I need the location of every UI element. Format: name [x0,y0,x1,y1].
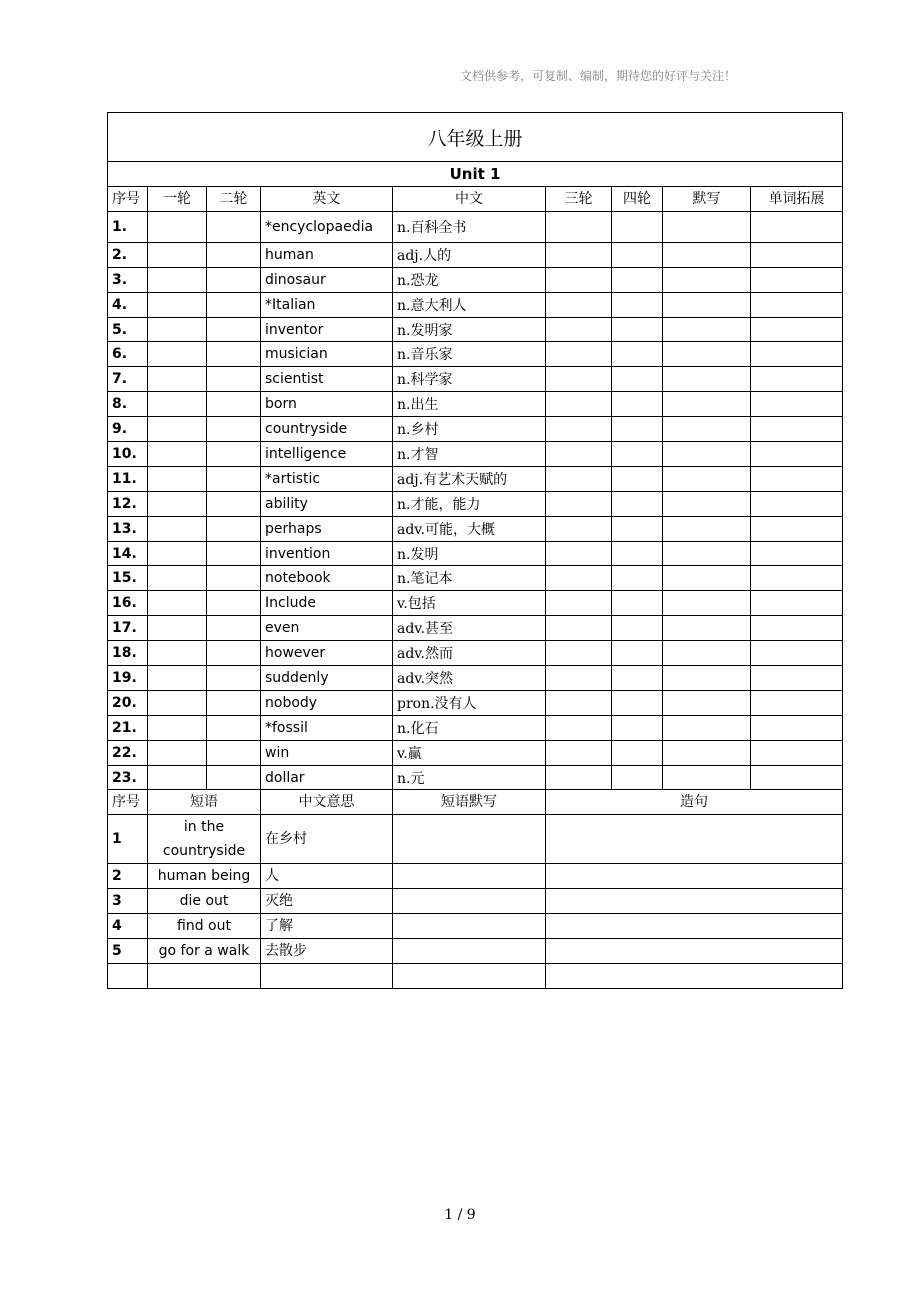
dictation-cell[interactable] [663,591,751,616]
round4-cell[interactable] [612,292,663,317]
vocab-row [108,765,843,790]
round2-cell[interactable] [207,516,261,541]
round4-cell[interactable] [612,690,663,715]
dictation-cell[interactable] [663,267,751,292]
round1-cell[interactable] [148,616,207,641]
vocab-row [108,317,843,342]
col-header-round1: 一轮 [148,186,207,211]
round2-cell[interactable] [207,292,261,317]
vocab-num: 9. [108,417,148,442]
round2-cell[interactable] [207,690,261,715]
unit-title: Unit 1 [108,162,843,187]
extension-cell[interactable] [751,466,843,491]
col-header-round2: 二轮 [207,186,261,211]
extension-cell[interactable] [751,317,843,342]
round1-cell[interactable] [148,765,207,790]
empty-cell[interactable] [261,964,393,989]
dictation-cell[interactable] [663,442,751,467]
phrase-num: 2 [108,864,148,889]
vocab-header-row [108,186,843,211]
extension-cell[interactable] [751,541,843,566]
dictation-cell[interactable] [663,466,751,491]
dictation-cell[interactable] [663,491,751,516]
round3-cell[interactable] [546,267,612,292]
dictation-cell[interactable] [663,566,751,591]
vocab-num: 14. [108,541,148,566]
vocab-chinese: n.发明家 [393,317,546,342]
extension-cell[interactable] [751,516,843,541]
extension-cell[interactable] [751,666,843,691]
phrase-col-header-seq: 序号 [108,790,148,815]
phrase-row [108,939,843,964]
page-number: 1 / 9 [444,1207,476,1223]
round2-cell[interactable] [207,442,261,467]
phrase-text: find out [148,914,261,939]
vocab-english: intelligence [261,442,393,467]
phrase-row [108,815,843,864]
vocab-chinese: adv.甚至 [393,616,546,641]
vocab-num: 6. [108,342,148,367]
round2-cell[interactable] [207,566,261,591]
vocab-english: perhaps [261,516,393,541]
phrase-sentence-cell[interactable] [546,815,843,864]
vocab-row [108,417,843,442]
vocab-num: 22. [108,740,148,765]
round1-cell[interactable] [148,417,207,442]
vocab-num: 21. [108,715,148,740]
round1-cell[interactable] [148,690,207,715]
vocab-row [108,211,843,242]
round1-cell[interactable] [148,466,207,491]
round3-cell[interactable] [546,591,612,616]
vocab-english: nobody [261,690,393,715]
round2-cell[interactable] [207,740,261,765]
vocab-row [108,715,843,740]
extension-cell[interactable] [751,566,843,591]
round3-cell[interactable] [546,211,612,242]
round1-cell[interactable] [148,367,207,392]
vocab-num: 4. [108,292,148,317]
round1-cell[interactable] [148,442,207,467]
round4-cell[interactable] [612,541,663,566]
phrase-dictation-cell[interactable] [393,889,546,914]
vocab-chinese: n.才能，能力 [393,491,546,516]
round1-cell[interactable] [148,541,207,566]
dictation-cell[interactable] [663,641,751,666]
vocab-row [108,292,843,317]
round4-cell[interactable] [612,442,663,467]
vocab-num: 15. [108,566,148,591]
extension-cell[interactable] [751,242,843,267]
phrase-row [108,864,843,889]
round2-cell[interactable] [207,641,261,666]
phrase-col-header-meaning: 中文意思 [261,790,393,815]
vocab-chinese: n.化石 [393,715,546,740]
vocab-chinese: n.出生 [393,392,546,417]
vocab-row [108,641,843,666]
extension-cell[interactable] [751,267,843,292]
round4-cell[interactable] [612,392,663,417]
dictation-cell[interactable] [663,317,751,342]
round4-cell[interactable] [612,317,663,342]
phrase-text: go for a walk [148,939,261,964]
round2-cell[interactable] [207,367,261,392]
empty-cell[interactable] [546,964,843,989]
extension-cell[interactable] [751,715,843,740]
vocab-english: musician [261,342,393,367]
vocab-chinese: v.包括 [393,591,546,616]
phrase-num: 1 [108,815,148,864]
vocab-row [108,690,843,715]
vocab-num: 7. [108,367,148,392]
extension-cell[interactable] [751,616,843,641]
phrase-text: in the countryside [148,815,261,864]
round3-cell[interactable] [546,541,612,566]
round2-cell[interactable] [207,417,261,442]
vocab-chinese: pron.没有人 [393,690,546,715]
vocab-chinese: adv.突然 [393,666,546,691]
round4-cell[interactable] [612,715,663,740]
round2-cell[interactable] [207,392,261,417]
round4-cell[interactable] [612,367,663,392]
vocab-chinese: n.科学家 [393,367,546,392]
extension-cell[interactable] [751,292,843,317]
phrase-sentence-cell[interactable] [546,889,843,914]
dictation-cell[interactable] [663,392,751,417]
vocab-num: 19. [108,666,148,691]
round1-cell[interactable] [148,566,207,591]
round1-cell[interactable] [148,666,207,691]
round1-cell[interactable] [148,715,207,740]
dictation-cell[interactable] [663,211,751,242]
vocab-english: invention [261,541,393,566]
extension-cell[interactable] [751,641,843,666]
round4-cell[interactable] [612,591,663,616]
round1-cell[interactable] [148,211,207,242]
vocab-chinese: n.乡村 [393,417,546,442]
round3-cell[interactable] [546,765,612,790]
dictation-cell[interactable] [663,715,751,740]
col-header-dictation: 默写 [663,186,751,211]
round2-cell[interactable] [207,616,261,641]
vocab-chinese: n.发明 [393,541,546,566]
vocab-english: ability [261,491,393,516]
phrase-dictation-cell[interactable] [393,815,546,864]
vocab-english: notebook [261,566,393,591]
vocab-chinese: n.音乐家 [393,342,546,367]
vocab-row [108,466,843,491]
vocab-num: 10. [108,442,148,467]
vocab-num: 18. [108,641,148,666]
round2-cell[interactable] [207,765,261,790]
round1-cell[interactable] [148,242,207,267]
phrase-col-header-dictation: 短语默写 [393,790,546,815]
round4-cell[interactable] [612,666,663,691]
vocab-chinese: n.百科全书 [393,211,546,242]
vocab-english: dinosaur [261,267,393,292]
dictation-cell[interactable] [663,690,751,715]
extension-cell[interactable] [751,491,843,516]
round3-cell[interactable] [546,417,612,442]
phrase-sentence-cell[interactable] [546,914,843,939]
round2-cell[interactable] [207,317,261,342]
vocab-chinese: n.元 [393,765,546,790]
dictation-cell[interactable] [663,242,751,267]
extension-cell[interactable] [751,392,843,417]
phrase-num: 3 [108,889,148,914]
round3-cell[interactable] [546,242,612,267]
extension-cell[interactable] [751,367,843,392]
phrase-meaning: 人 [261,864,393,889]
vocab-num: 1. [108,211,148,242]
round4-cell[interactable] [612,417,663,442]
round4-cell[interactable] [612,491,663,516]
extension-cell[interactable] [751,342,843,367]
round4-cell[interactable] [612,765,663,790]
round1-cell[interactable] [148,491,207,516]
col-header-chinese: 中文 [393,186,546,211]
round4-cell[interactable] [612,242,663,267]
vocab-num: 17. [108,616,148,641]
round1-cell[interactable] [148,740,207,765]
vocab-chinese: n.笔记本 [393,566,546,591]
vocab-english: *fossil [261,715,393,740]
vocab-row [108,666,843,691]
phrase-empty-row [108,964,843,989]
round4-cell[interactable] [612,466,663,491]
dictation-cell[interactable] [663,292,751,317]
extension-cell[interactable] [751,765,843,790]
dictation-cell[interactable] [663,666,751,691]
round4-cell[interactable] [612,616,663,641]
vocab-row [108,616,843,641]
vocab-chinese: v.赢 [393,740,546,765]
round4-cell[interactable] [612,516,663,541]
round1-cell[interactable] [148,342,207,367]
vocab-english: however [261,641,393,666]
round3-cell[interactable] [546,367,612,392]
round3-cell[interactable] [546,740,612,765]
vocab-num: 23. [108,765,148,790]
dictation-cell[interactable] [663,740,751,765]
vocab-chinese: adv.可能，大概 [393,516,546,541]
vocab-num: 12. [108,491,148,516]
vocab-num: 16. [108,591,148,616]
dictation-cell[interactable] [663,765,751,790]
round1-cell[interactable] [148,317,207,342]
extension-cell[interactable] [751,442,843,467]
round4-cell[interactable] [612,740,663,765]
vocab-english: even [261,616,393,641]
phrase-dictation-cell[interactable] [393,939,546,964]
round3-cell[interactable] [546,466,612,491]
round1-cell[interactable] [148,392,207,417]
col-header-english: 英文 [261,186,393,211]
vocab-row [108,267,843,292]
round3-cell[interactable] [546,666,612,691]
phrase-meaning: 了解 [261,914,393,939]
round3-cell[interactable] [546,317,612,342]
vocab-english: human [261,242,393,267]
vocab-row [108,242,843,267]
round2-cell[interactable] [207,491,261,516]
round4-cell[interactable] [612,342,663,367]
phrase-text: human being [148,864,261,889]
vocab-num: 8. [108,392,148,417]
vocab-num: 13. [108,516,148,541]
round1-cell[interactable] [148,516,207,541]
extension-cell[interactable] [751,740,843,765]
round3-cell[interactable] [546,442,612,467]
vocab-chinese: n.才智 [393,442,546,467]
round4-cell[interactable] [612,211,663,242]
empty-cell[interactable] [148,964,261,989]
extension-cell[interactable] [751,211,843,242]
vocab-english: countryside [261,417,393,442]
vocab-english: Include [261,591,393,616]
phrase-col-header-phrase: 短语 [148,790,261,815]
round3-cell[interactable] [546,491,612,516]
vocab-num: 5. [108,317,148,342]
col-header-round4: 四轮 [612,186,663,211]
round2-cell[interactable] [207,242,261,267]
vocab-chinese: adj.有艺术天赋的 [393,466,546,491]
phrase-dictation-cell[interactable] [393,914,546,939]
vocab-chinese: n.恐龙 [393,267,546,292]
round3-cell[interactable] [546,516,612,541]
vocab-english: scientist [261,367,393,392]
vocab-english: suddenly [261,666,393,691]
phrase-num: 4 [108,914,148,939]
vocab-english: inventor [261,317,393,342]
round2-cell[interactable] [207,267,261,292]
vocab-row [108,392,843,417]
empty-cell[interactable] [108,964,148,989]
phrase-meaning: 去散步 [261,939,393,964]
phrase-col-header-sentence: 造句 [546,790,843,815]
vocab-row [108,491,843,516]
dictation-cell[interactable] [663,367,751,392]
round1-cell[interactable] [148,292,207,317]
round3-cell[interactable] [546,392,612,417]
phrase-meaning: 在乡村 [261,815,393,864]
page-title: 八年级上册 [108,113,843,162]
vocab-chinese: adv.然而 [393,641,546,666]
phrase-sentence-cell[interactable] [546,864,843,889]
round2-cell[interactable] [207,211,261,242]
dictation-cell[interactable] [663,516,751,541]
dictation-cell[interactable] [663,342,751,367]
round1-cell[interactable] [148,267,207,292]
vocab-row [108,342,843,367]
vocab-chinese: n.意大利人 [393,292,546,317]
round3-cell[interactable] [546,616,612,641]
dictation-cell[interactable] [663,541,751,566]
round2-cell[interactable] [207,666,261,691]
round3-cell[interactable] [546,641,612,666]
phrase-row [108,889,843,914]
vocab-row [108,442,843,467]
vocab-num: 20. [108,690,148,715]
vocab-num: 3. [108,267,148,292]
document-header-note: 文档供参考，可复制、编制，期待您的好评与关注！ [460,69,737,83]
col-header-seq: 序号 [108,186,148,211]
extension-cell[interactable] [751,417,843,442]
col-header-extension: 单词拓展 [751,186,843,211]
vocab-english: *artistic [261,466,393,491]
round3-cell[interactable] [546,566,612,591]
empty-cell[interactable] [393,964,546,989]
round1-cell[interactable] [148,641,207,666]
vocab-num: 2. [108,242,148,267]
vocab-english: *encyclopaedia [261,211,393,242]
extension-cell[interactable] [751,591,843,616]
vocab-chinese: adj.人的 [393,242,546,267]
vocab-english: dollar [261,765,393,790]
phrase-num: 5 [108,939,148,964]
round2-cell[interactable] [207,342,261,367]
phrase-header-row [108,790,843,815]
vocab-row [108,740,843,765]
dictation-cell[interactable] [663,417,751,442]
vocabulary-table [107,112,843,989]
vocab-row [108,367,843,392]
round4-cell[interactable] [612,641,663,666]
round2-cell[interactable] [207,466,261,491]
extension-cell[interactable] [751,690,843,715]
round3-cell[interactable] [546,715,612,740]
round3-cell[interactable] [546,342,612,367]
round2-cell[interactable] [207,591,261,616]
round3-cell[interactable] [546,690,612,715]
vocab-row [108,591,843,616]
col-header-round3: 三轮 [546,186,612,211]
round2-cell[interactable] [207,715,261,740]
round4-cell[interactable] [612,566,663,591]
vocab-english: *Italian [261,292,393,317]
round2-cell[interactable] [207,541,261,566]
dictation-cell[interactable] [663,616,751,641]
phrase-sentence-cell[interactable] [546,939,843,964]
vocab-row [108,516,843,541]
vocab-row [108,541,843,566]
round3-cell[interactable] [546,292,612,317]
phrase-text: die out [148,889,261,914]
vocab-row [108,566,843,591]
vocab-num: 11. [108,466,148,491]
vocab-english: born [261,392,393,417]
phrase-row [108,914,843,939]
phrase-dictation-cell[interactable] [393,864,546,889]
vocab-english: win [261,740,393,765]
round4-cell[interactable] [612,267,663,292]
phrase-meaning: 灭绝 [261,889,393,914]
round1-cell[interactable] [148,591,207,616]
